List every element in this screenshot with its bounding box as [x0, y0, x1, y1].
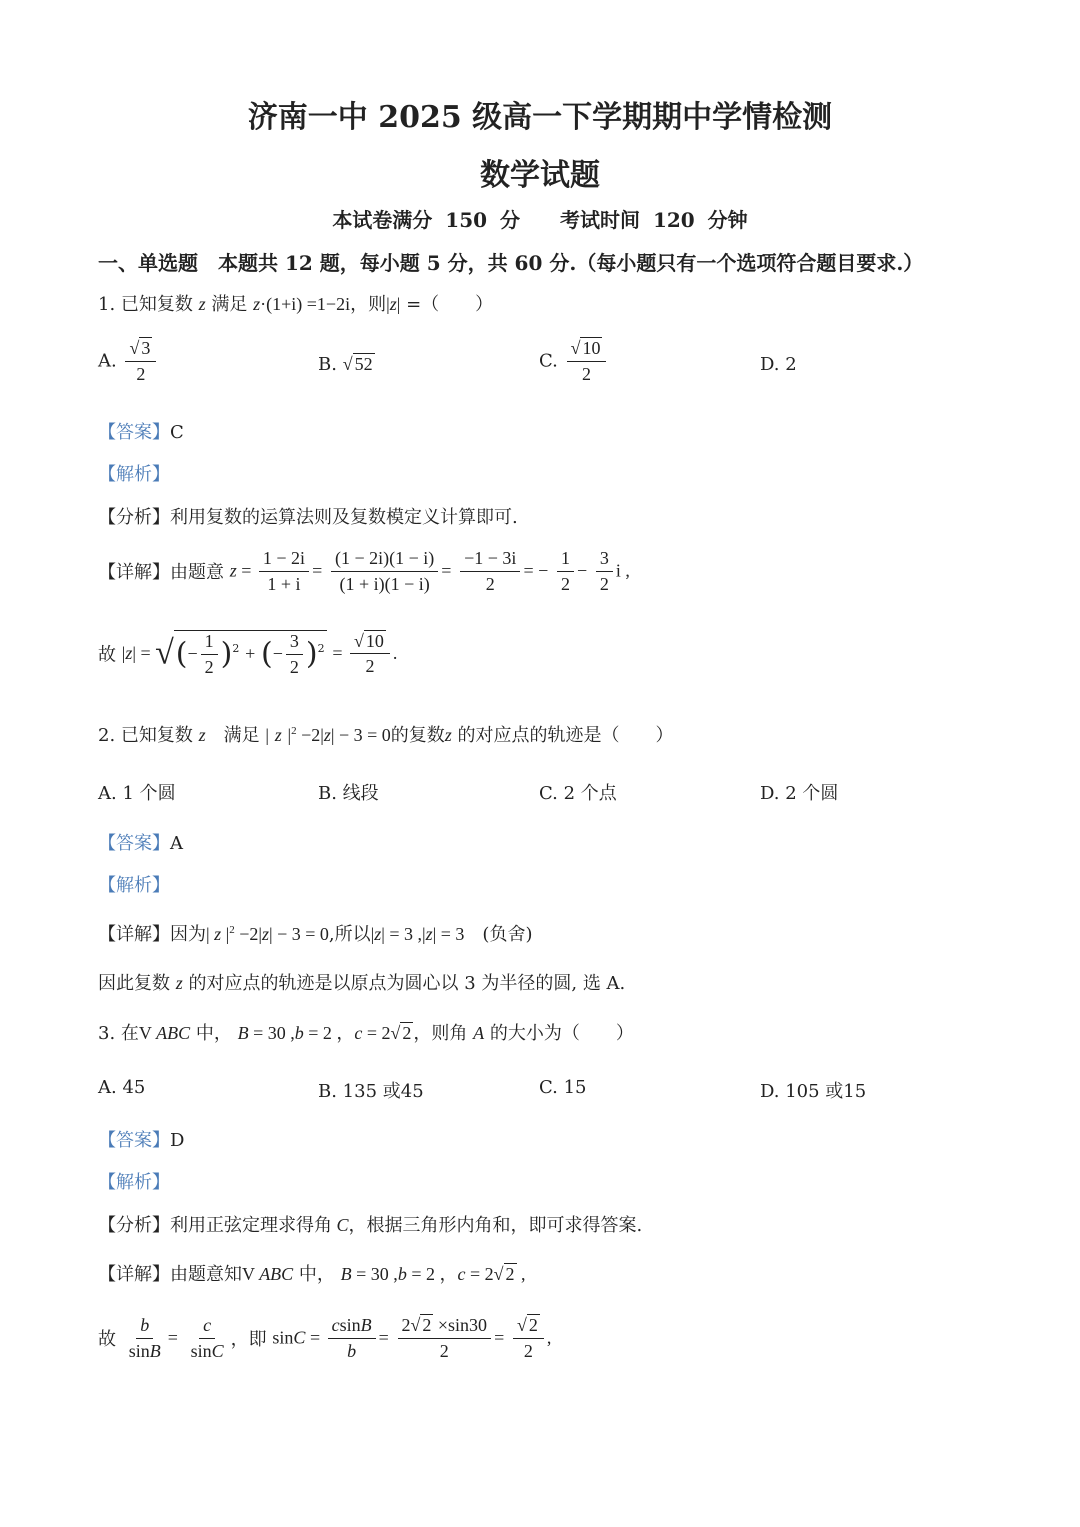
section-heading: 一、单选题 本题共 12 题，每小题 5 分，共 60 分.（每小题只有一个选项符合题目要求.）: [98, 251, 924, 275]
q2-conclusion: 因此复数 z 的对应点的轨迹是以原点为圆心以 3 为半径的圆, 选 A.: [98, 973, 626, 994]
q3-option-d: D. 105 或15: [760, 1081, 867, 1102]
question-1-stem: 1. 已知复数 z 满足 z·(1+i) =1−2i，则|z| =（ ）: [98, 294, 494, 315]
q3-answer: 【答案】D: [98, 1130, 185, 1151]
page-title: 济南一中 2025 级高一下学期期中学情检测: [247, 100, 833, 135]
q1-modulus: 故 |z| = √(− $\frac{1}{2}$ )$^2$ + (− $\frac{3}{2}$ )$^2$ = $\frac{√ 10}{2}$ .: [98, 630, 398, 677]
q3-option-b: B. 135 或45: [318, 1081, 424, 1102]
q1-option-d: D. 2: [760, 354, 797, 375]
q3-sine-rule: 故 $\frac{b}{\sin B}$ = $\frac{c}{\sin C}$ ，即 sinC = $\frac{csinB}{b}$ = $\frac{2√ 2 \times\sin 30}{2}$ = $\frac{√ 2}{2}$ ,: [98, 1315, 552, 1361]
q3-option-a: A. 45: [98, 1077, 146, 1098]
q1-fenxi: 【分析】利用复数的运算法则及复数模定义计算即可.: [98, 507, 518, 528]
q2-jiexi: 【解析】: [98, 875, 170, 896]
q3-option-c: C. 15: [539, 1077, 587, 1098]
q3-xiangjie: 【详解】由题意知V ABC 中， B = 30 ,b = 2 ，c = 2√ 2 ,: [98, 1264, 526, 1285]
exam-meta: 本试卷满分 150 分 考试时间 120 分钟: [332, 208, 748, 232]
page-subtitle: 数学试题: [480, 158, 600, 193]
q2-answer: 【答案】A: [98, 833, 183, 854]
q2-option-b: B. 线段: [318, 783, 379, 804]
q2-xiangjie: 【详解】因为| z $|^2 -2|z| - 3 = 0$,所以|z| = 3 ,|z| = 3 (负舍): [98, 924, 533, 945]
question-2-stem: 2. 已知复数 z 满足 | z $|^2 -2|z| - 3 = 0$的复数z 的对应点的轨迹是（ ）: [98, 725, 674, 746]
q1-option-b: B. √ 52: [318, 354, 373, 375]
q1-option-a: A. $\frac{√ 3}{2}$: [98, 338, 159, 384]
q1-xiangjie: 【详解】由题意 z = $\frac{1 - 2i}{1 + i}$ = $\frac{(1 - 2i)(1 - i)}{(1 + i)(1 - i)}$ = $\frac{-1 - 3i}{2}$ = − $\frac{1}{2}$ − $\frac{3}{2}$ i ,: [98, 548, 630, 594]
q2-option-d: D. 2 个圆: [760, 783, 839, 804]
q3-fenxi: 【分析】利用正弦定理求得角 C，根据三角形内角和，即可求得答案.: [98, 1215, 643, 1236]
question-3-stem: 3. 在V ABC 中， B = 30 ,b = 2 ，c = 2√ 2 ，则角 A 的大小为（ ）: [98, 1023, 634, 1044]
q3-jiexi: 【解析】: [98, 1172, 170, 1193]
q2-option-c: C. 2 个点: [539, 783, 617, 804]
q1-jiexi: 【解析】: [98, 464, 170, 485]
q1-answer: 【答案】C: [98, 422, 184, 443]
q1-option-c: C. $\frac{√ 10}{2}$: [539, 338, 609, 384]
q2-option-a: A. 1 个圆: [98, 783, 176, 804]
